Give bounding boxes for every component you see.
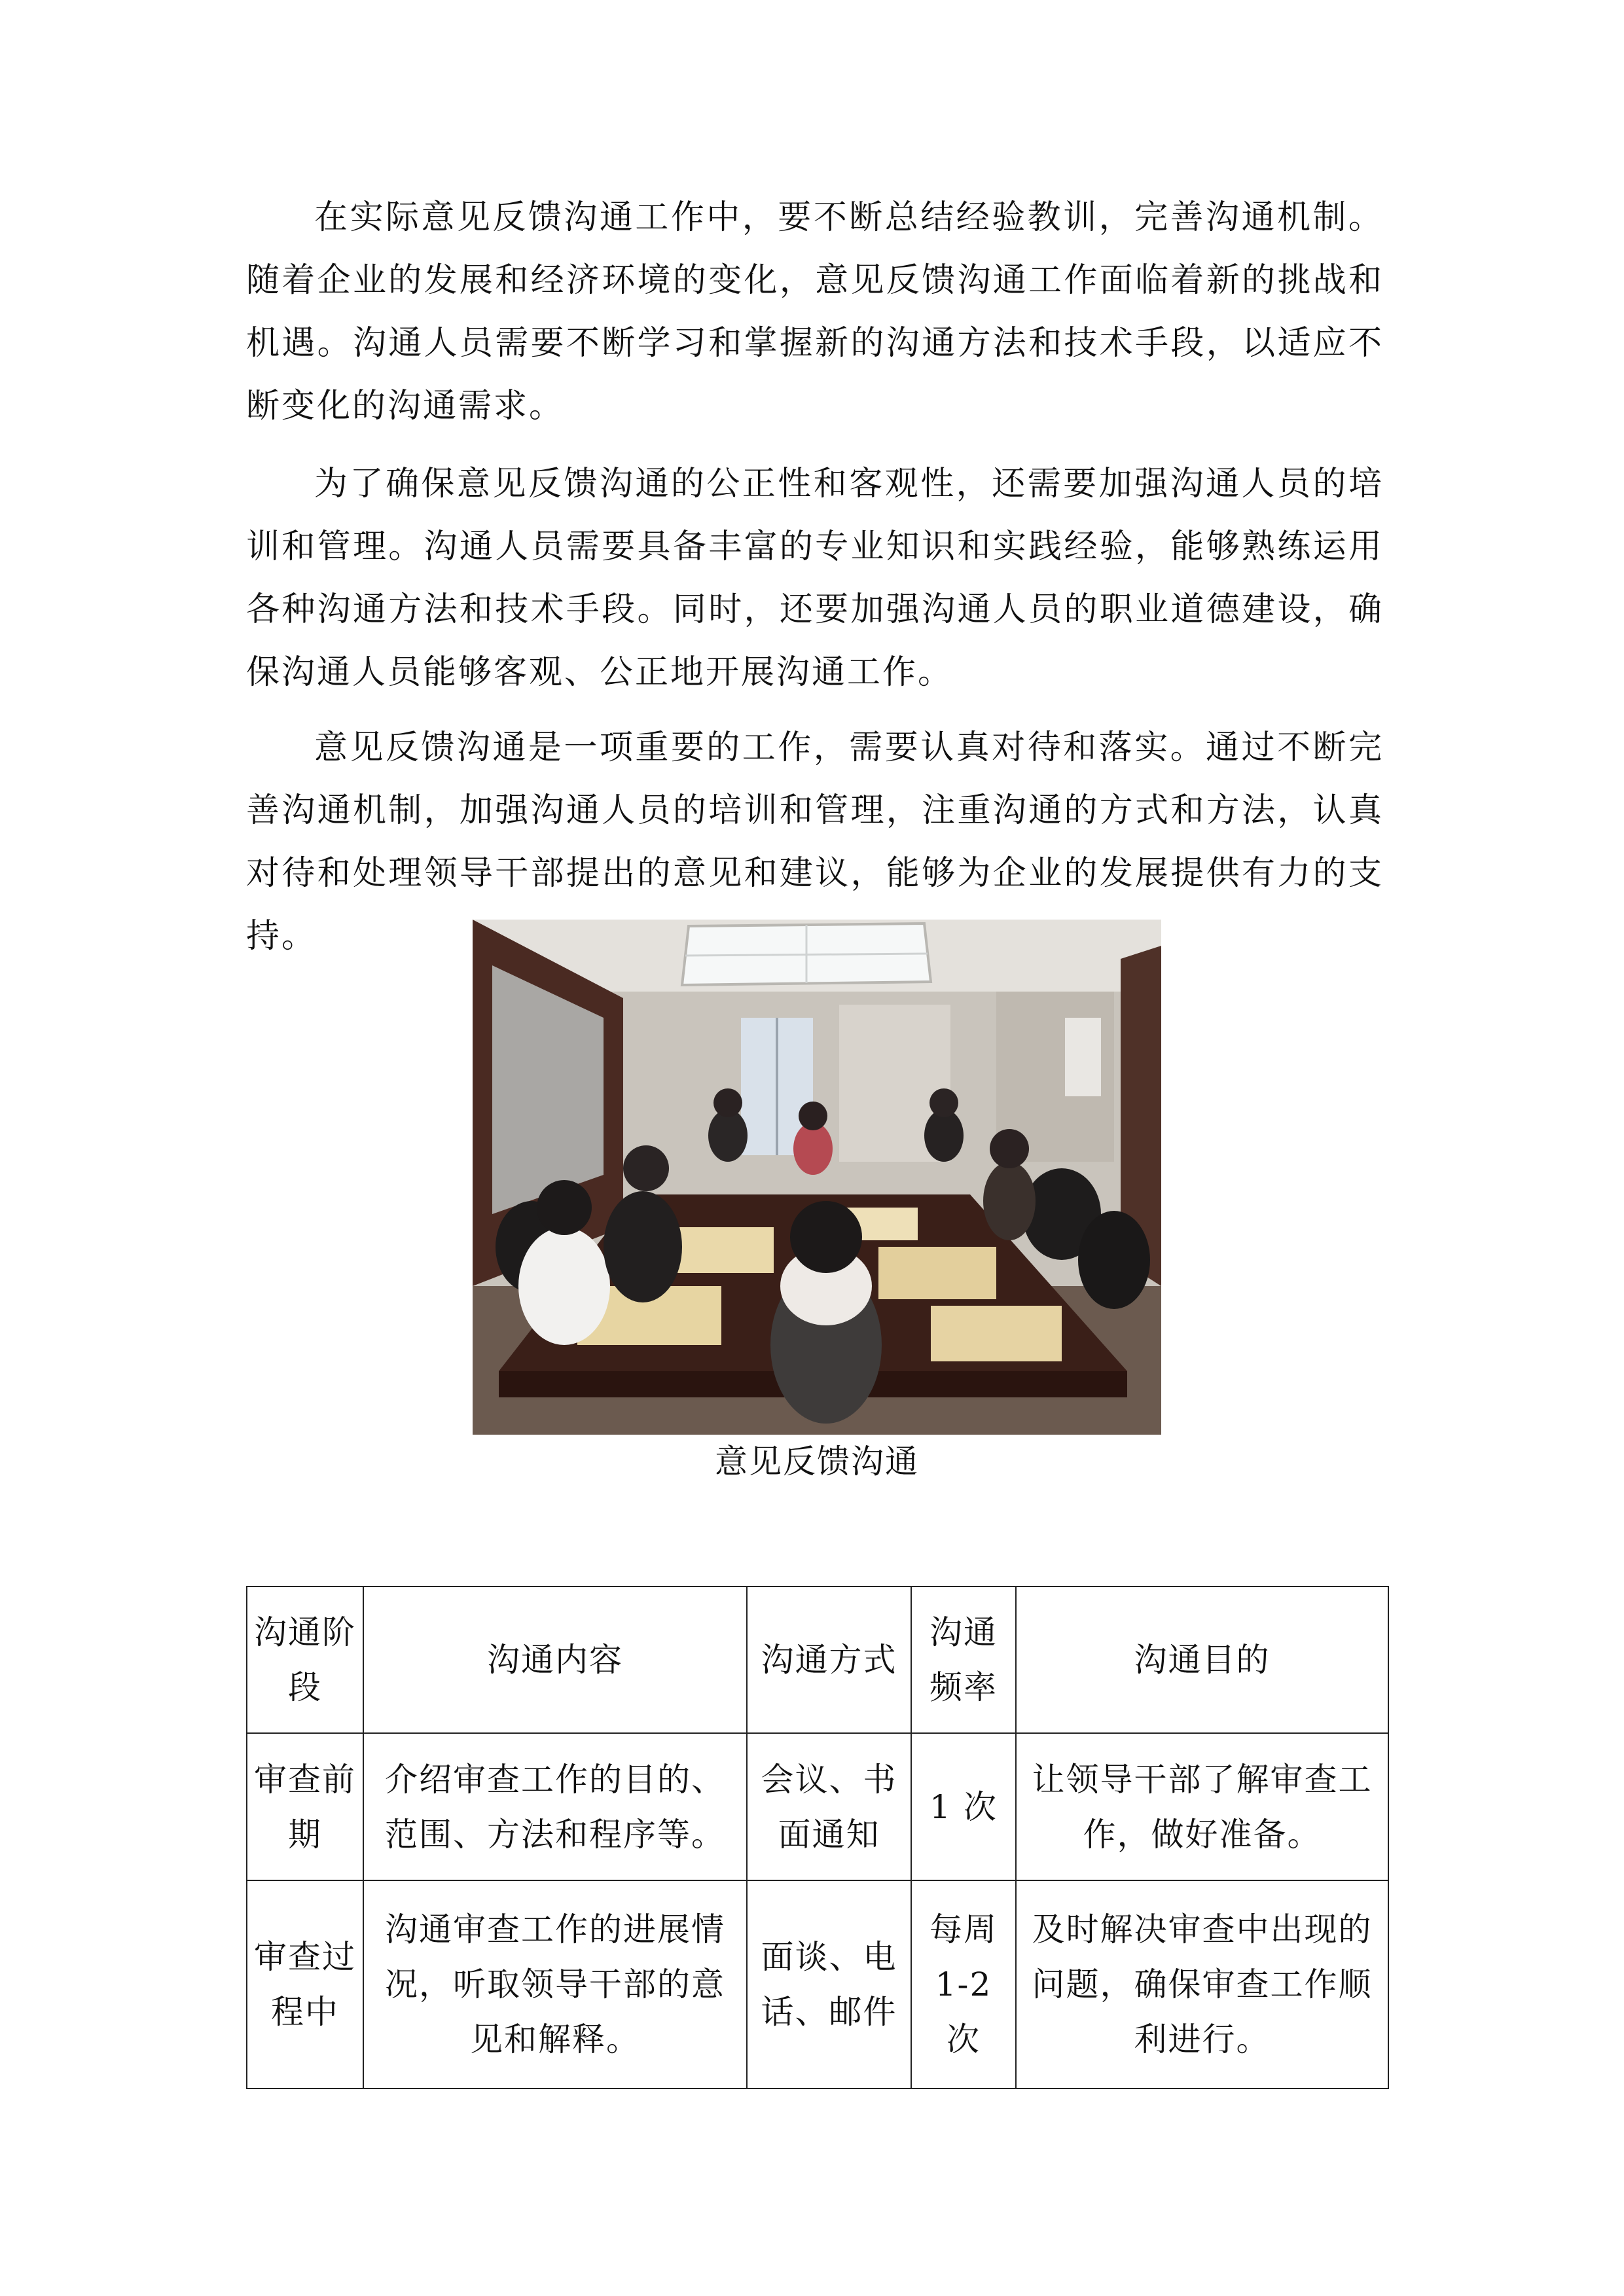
cell-purpose: 让领导干部了解审查工作，做好准备。 xyxy=(1016,1733,1388,1880)
communication-table xyxy=(246,1586,1389,2089)
header-stage: 沟通阶段 xyxy=(247,1587,363,1733)
table-header-row xyxy=(247,1587,1388,1733)
body-paragraph-2: 为了确保意见反馈沟通的公正性和客观性，还需要加强沟通人员的培训和管理。沟通人员需要具备丰富的专业知识和实践经验，能够熟练运用各种沟通方法和技术手段。同时，还要加强沟通人员的职业道德建设，确保沟通人员能够客观、公正地开展沟通工作。 xyxy=(246,465,1384,692)
cell-method: 面谈、电话、邮件 xyxy=(747,1880,911,2089)
header-method: 沟通方式 xyxy=(747,1587,911,1733)
cell-frequency: 1 次 xyxy=(911,1733,1016,1880)
meeting-room-photo xyxy=(473,920,1161,1435)
cell-content: 介绍审查工作的目的、范围、方法和程序等。 xyxy=(363,1733,747,1880)
table-row xyxy=(247,1733,1388,1880)
header-content: 沟通内容 xyxy=(363,1587,747,1733)
cell-frequency: 每周1-2 次 xyxy=(911,1880,1016,2089)
cell-stage: 审查前期 xyxy=(247,1733,363,1880)
header-frequency: 沟通频率 xyxy=(911,1587,1016,1733)
cell-stage: 审查过程中 xyxy=(247,1880,363,2089)
body-paragraph-3: 意见反馈沟通是一项重要的工作，需要认真对待和落实。通过不断完善沟通机制，加强沟通人员的培训和管理，注重沟通的方式和方法，认真对待和处理领导干部提出的意见和建议，能够为企业的发展提供有力的支持。 xyxy=(246,728,1384,956)
cell-purpose: 及时解决审查中出现的问题，确保审查工作顺利进行。 xyxy=(1016,1880,1388,2089)
body-paragraph-1: 在实际意见反馈沟通工作中，要不断总结经验教训，完善沟通机制。随着企业的发展和经济环境的变化，意见反馈沟通工作面临着新的挑战和机遇。沟通人员需要不断学习和掌握新的沟通方法和技术手段，以适应不断变化的沟通需求。 xyxy=(246,198,1384,425)
cell-content: 沟通审查工作的进展情况，听取领导干部的意见和解释。 xyxy=(363,1880,747,2089)
figure-caption: 意见反馈沟通 xyxy=(715,1443,919,1480)
header-purpose: 沟通目的 xyxy=(1016,1587,1388,1733)
cell-method: 会议、书面通知 xyxy=(747,1733,911,1880)
table-row xyxy=(247,1880,1388,2089)
